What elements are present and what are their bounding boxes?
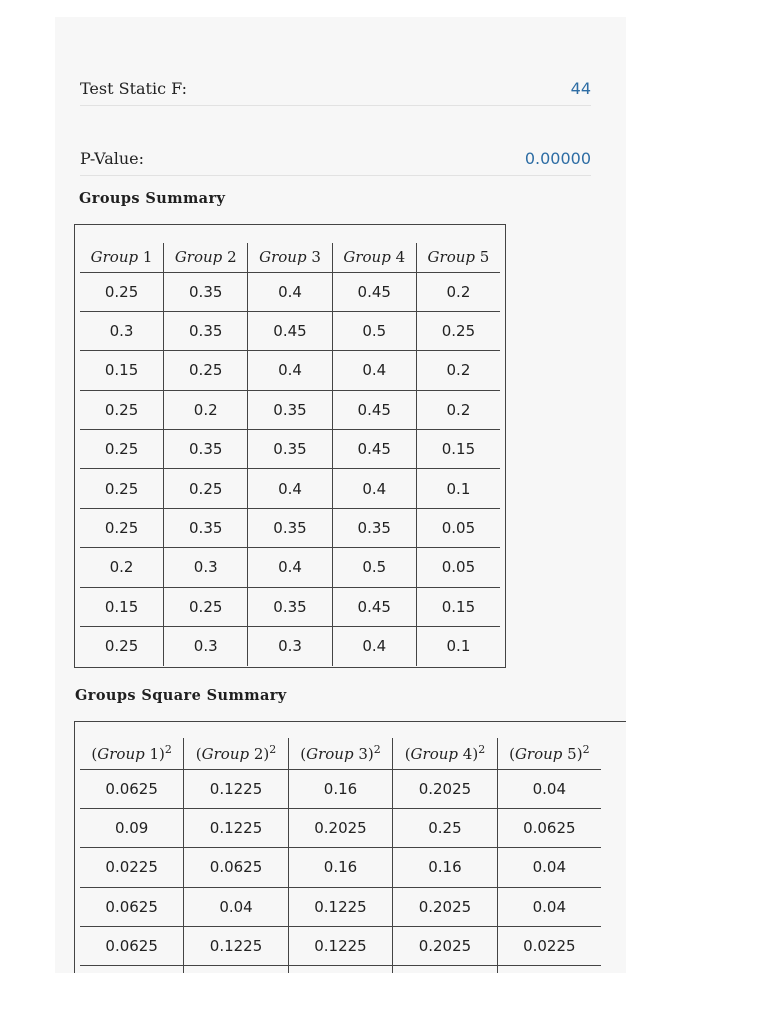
table-row (80, 430, 500, 469)
table-cell: 0.04 (497, 848, 601, 887)
table-cell: 0.25 (104, 519, 139, 538)
table-row (80, 887, 601, 926)
table-cell: 0.3 (109, 322, 134, 341)
table-cell: 0.0625 (497, 808, 601, 847)
exponent: 2 (373, 743, 381, 757)
column-header (288, 738, 392, 769)
table-cell: 0.15 (416, 430, 500, 469)
p-value-label: P-Value: (80, 149, 145, 168)
table-cell: 0.15 (416, 587, 500, 626)
open-paren: ( (509, 745, 515, 764)
table-cell: 0.3 (248, 627, 332, 666)
groups-square-summary-title: Groups Square Summary (75, 687, 287, 704)
results-panel (55, 17, 626, 973)
table-row (80, 311, 500, 350)
table-cell: 0.25 (104, 282, 139, 301)
table-cell: 0.35 (332, 508, 416, 547)
table-cell: 0.25 (104, 400, 139, 419)
table-cell: 0.4 (248, 469, 332, 508)
exponent: 2 (478, 743, 486, 757)
column-header-name: Group (201, 745, 250, 764)
table-cell: 0.1225 (184, 808, 288, 847)
table-cell: 0.25 (104, 637, 139, 656)
exponent: 2 (269, 743, 277, 757)
table-row (80, 351, 500, 390)
table-cell: 0.1225 (288, 927, 392, 966)
table-cell: 0.25 (164, 351, 248, 390)
column-header-number: 2 (253, 745, 264, 764)
table-cell (393, 966, 497, 973)
table-cell: 0.2 (416, 390, 500, 429)
table-cell: 0.0225 (105, 858, 158, 877)
table-cell (184, 966, 288, 973)
table-cell: 0.5 (332, 548, 416, 587)
column-header-number: 1 (142, 248, 153, 267)
column-header-number: 3 (358, 745, 368, 764)
open-paren: ( (195, 745, 202, 764)
table-cell: 0.4 (248, 548, 332, 587)
close-paren: ) (367, 745, 374, 764)
column-header-number: 1 (149, 745, 160, 764)
table-cell: 0.0625 (184, 848, 288, 887)
column-header (248, 243, 332, 272)
table-cell: 0.0225 (497, 927, 601, 966)
table-cell: 0.0625 (105, 779, 158, 798)
column-header-name: Group (427, 248, 475, 267)
table-cell: 0.2025 (393, 887, 497, 926)
close-paren: ) (263, 745, 270, 764)
table-cell: 0.4 (332, 351, 416, 390)
column-header (184, 738, 288, 769)
column-header-name: Group (514, 745, 563, 764)
table-cell: 0.4 (332, 627, 416, 666)
table-row (80, 469, 500, 508)
column-header-name: Group (410, 745, 458, 764)
table-cell: 0.45 (332, 430, 416, 469)
table-cell: 0.05 (416, 548, 500, 587)
groups-summary-title: Groups Summary (79, 190, 226, 207)
table-cell: 0.04 (497, 769, 601, 808)
table-cell: 0.4 (248, 351, 332, 390)
table-cell: 0.35 (248, 508, 332, 547)
table-row (80, 808, 601, 847)
column-header-number: 2 (227, 248, 237, 267)
table-row-partial (80, 966, 601, 973)
open-paren: ( (300, 745, 307, 764)
table-cell: 0.5 (332, 311, 416, 350)
table-cell: 0.0625 (105, 897, 158, 916)
table-cell: 0.35 (248, 587, 332, 626)
table-row (80, 927, 601, 966)
table-row (80, 548, 500, 587)
column-header-name: Group (259, 248, 307, 267)
p-value-value: 0.00000 (524, 149, 591, 168)
table-cell: 0.2025 (288, 808, 392, 847)
column-header-number: 5 (479, 248, 490, 267)
table-cell: 0.05 (416, 508, 500, 547)
table-cell: 0.16 (288, 769, 392, 808)
groups-square-summary-table-box (74, 721, 626, 973)
p-value-row (80, 145, 591, 176)
table-cell: 0.35 (164, 311, 248, 350)
column-header (497, 738, 601, 769)
open-paren: ( (91, 745, 98, 764)
table-cell: 0.25 (164, 469, 248, 508)
table-cell: 0.09 (114, 819, 149, 838)
table-cell: 0.1 (416, 469, 500, 508)
table-cell: 0.25 (164, 587, 248, 626)
table-row (80, 848, 601, 887)
column-header-number: 4 (462, 745, 473, 764)
table-cell: 0.45 (248, 311, 332, 350)
f-statistic-row (80, 75, 591, 106)
table-cell: 0.16 (393, 848, 497, 887)
groups-summary-table (80, 243, 500, 666)
table-cell: 0.1225 (288, 887, 392, 926)
column-header (80, 738, 184, 769)
table-cell: 0.35 (248, 430, 332, 469)
table-cell: 0.35 (248, 390, 332, 429)
table-cell: 0.2025 (393, 927, 497, 966)
column-header (416, 243, 500, 272)
column-header (332, 243, 416, 272)
close-paren: ) (576, 745, 583, 764)
table-cell (80, 966, 184, 973)
table-row (80, 272, 500, 311)
table-cell: 0.35 (164, 272, 248, 311)
table-cell: 0.0625 (105, 937, 158, 956)
table-cell: 0.45 (332, 390, 416, 429)
exponent: 2 (582, 743, 590, 757)
table-cell: 0.35 (164, 430, 248, 469)
table-cell: 0.04 (184, 887, 288, 926)
column-header-number: 3 (311, 248, 321, 267)
table-cell: 0.45 (332, 587, 416, 626)
column-header-name: Group (306, 745, 354, 764)
table-cell: 0.4 (248, 272, 332, 311)
table-row (80, 587, 500, 626)
column-header (80, 243, 164, 272)
f-statistic-label: Test Static F: (80, 79, 188, 98)
table-cell: 0.2025 (393, 769, 497, 808)
table-cell: 0.16 (288, 848, 392, 887)
table-cell: 0.2 (109, 558, 134, 577)
close-paren: ) (159, 745, 165, 764)
exponent: 2 (164, 743, 172, 757)
column-header (393, 738, 497, 769)
table-cell: 0.04 (497, 887, 601, 926)
table-cell: 0.25 (104, 440, 139, 459)
table-cell: 0.45 (332, 272, 416, 311)
table-cell: 0.25 (393, 808, 497, 847)
table-row (80, 390, 500, 429)
table-cell: 0.3 (164, 627, 248, 666)
table-cell: 0.4 (332, 469, 416, 508)
table-cell: 0.35 (164, 508, 248, 547)
table-cell: 0.2 (416, 272, 500, 311)
table-cell: 0.1 (416, 627, 500, 666)
table-row (80, 627, 500, 666)
table-cell: 0.2 (416, 351, 500, 390)
table-cell: 0.2 (164, 390, 248, 429)
table-row (80, 769, 601, 808)
close-paren: ) (472, 745, 479, 764)
column-header-name: Group (97, 745, 145, 764)
column-header-name: Group (90, 248, 139, 267)
groups-summary-table-box (74, 224, 506, 668)
table-cell (497, 966, 601, 973)
table-cell: 0.3 (164, 548, 248, 587)
groups-square-summary-table (80, 738, 601, 973)
column-header (164, 243, 248, 272)
table-row (80, 508, 500, 547)
table-cell: 0.15 (104, 361, 139, 380)
column-header-number: 5 (567, 745, 577, 764)
table-cell: 0.15 (104, 597, 139, 616)
table-cell (288, 966, 392, 973)
f-statistic-value: 44 (570, 79, 591, 98)
column-header-name: Group (343, 248, 391, 267)
table-cell: 0.1225 (184, 769, 288, 808)
column-header-name: Group (174, 248, 223, 267)
table-cell: 0.1225 (184, 927, 288, 966)
table-cell: 0.25 (104, 479, 139, 498)
column-header-number: 4 (395, 248, 406, 267)
open-paren: ( (404, 745, 411, 764)
table-cell: 0.25 (416, 311, 500, 350)
